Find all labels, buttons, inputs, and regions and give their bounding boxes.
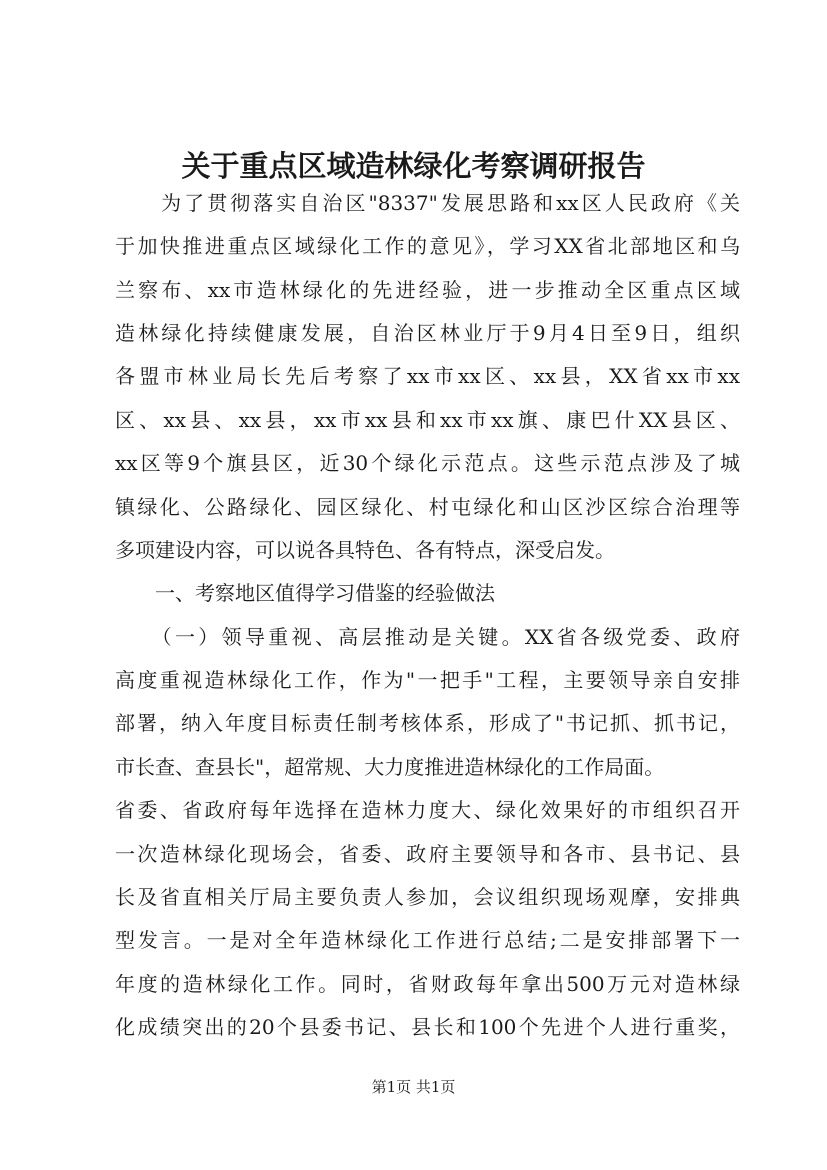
page-number-footer: 第1页 共1页 — [371, 1078, 456, 1096]
paragraph-line-12: 高度重视造林绿化工作，作为"一把手"工程，主要领导亲自安排 — [115, 668, 740, 692]
paragraph-line-9: 多项建设内容，可以说各具特色、各有特点，深受启发。 — [115, 538, 615, 562]
paragraph-line-17: 长及省直相关厅局主要负责人参加，会议组织现场观摩，安排典 — [115, 885, 740, 909]
paragraph-line-3: 兰察布、xx市造林绿化的先进经验，进一步推动全区重点区域 — [115, 278, 740, 302]
section-heading: 一、考察地区值得学习借鉴的经验做法 — [115, 581, 495, 605]
paragraph-line-2: 于加快推进重点区域绿化工作的意见》，学习XX省北部地区和乌 — [115, 234, 740, 258]
paragraph-line-14: 市长查、查县长"，超常规、大力度推进造林绿化的工作局面。 — [115, 755, 665, 779]
paragraph-line-4: 造林绿化持续健康发展，自治区林业厅于9月4日至9日，组织 — [115, 321, 740, 345]
paragraph-line-6: 区、xx县、xx县，xx市xx县和xx市xx旗、康巴什XX县区、 — [115, 408, 740, 432]
paragraph-line-16: 一次造林绿化现场会，省委、政府主要领导和各市、县书记、县 — [115, 842, 740, 866]
paragraph-line-15: 省委、省政府每年选择在造林力度大、绿化效果好的市组织召开 — [115, 798, 740, 822]
paragraph-line-1: 为了贯彻落实自治区"8337"发展思路和xx区人民政府《关 — [115, 191, 740, 215]
paragraph-line-11: （一）领导重视、高层推动是关键。XX省各级党委、政府 — [115, 625, 740, 649]
paragraph-line-5: 各盟市林业局长先后考察了xx市xx区、xx县，XX省xx市xx — [115, 364, 740, 388]
paragraph-line-20: 化成绩突出的20个县委书记、县长和100个先进个人进行重奖， — [115, 1015, 740, 1039]
paragraph-line-7: xx区等9个旗县区，近30个绿化示范点。这些示范点涉及了城 — [115, 451, 740, 475]
paragraph-line-18: 型发言。一是对全年造林绿化工作进行总结;二是安排部署下一 — [115, 928, 740, 952]
paragraph-line-19: 年度的造林绿化工作。同时，省财政每年拿出500万元对造林绿 — [115, 972, 740, 996]
paragraph-line-13: 部署，纳入年度目标责任制考核体系，形成了"书记抓、抓书记， — [115, 711, 740, 735]
paragraph-line-8: 镇绿化、公路绿化、园区绿化、村屯绿化和山区沙区综合治理等 — [115, 495, 740, 519]
document-title: 关于重点区域造林绿化考察调研报告 — [181, 149, 646, 183]
